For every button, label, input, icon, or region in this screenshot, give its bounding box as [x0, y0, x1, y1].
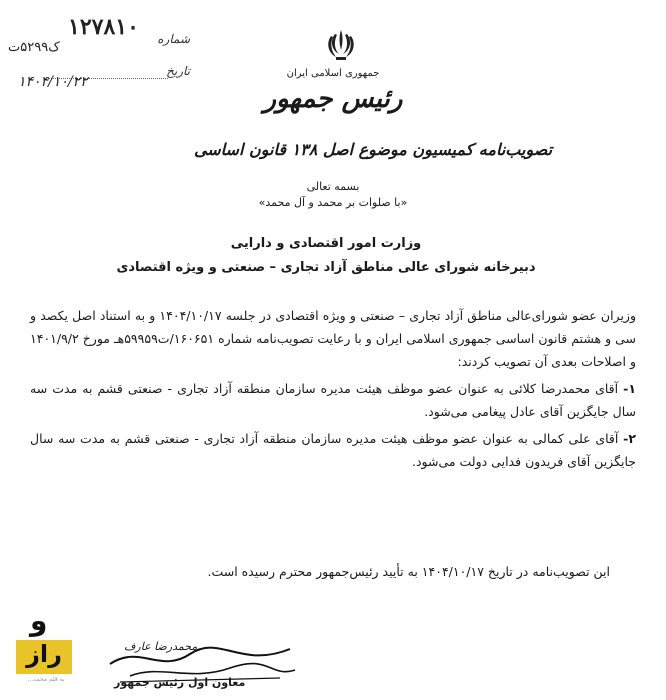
salawat: «با صلوات بر محمد و آل محمد»	[258, 196, 408, 209]
signatory-name: محمدرضا عارف	[124, 640, 198, 653]
president-heading: رئیس جمهور	[263, 84, 403, 114]
item-2	[30, 427, 636, 473]
letter-number: ۱۲۷۸۱۰	[68, 14, 139, 40]
addressee-secretariat: دبیرخانه شورای عالی مناطق آزاد تجاری – صنعتی و ویژه اقتصادی	[116, 260, 536, 275]
bismillah: بسمه تعالی	[306, 180, 360, 193]
reference-block	[8, 14, 208, 90]
signatory-title: معاون اول رئیس جمهور	[114, 676, 246, 689]
item-2-number: ۲-	[623, 431, 636, 446]
addressee-ministry: وزارت امور اقتصادی و دارایی	[230, 236, 422, 251]
logo-top-glyph: و	[30, 604, 48, 637]
item-1	[30, 377, 636, 423]
letter-reference: ک۵۲۹۹ت	[8, 40, 60, 55]
closing-statement: این تصویب‌نامه در تاریخ ۱۴۰۴/۱۰/۱۷ به تأیید رئیس‌جمهور محترم رسیده است.	[207, 564, 610, 579]
letter-date: ۱۴۰۴/۱۰/۲۲	[18, 74, 88, 90]
logo-caption: به قلم محمد...	[27, 676, 65, 683]
approval-heading: تصویب‌نامه کمیسیون موضوع اصل ۱۳۸ قانون اساسی	[193, 140, 553, 159]
item-1-text: آقای محمدرضا کلائی به عنوان عضو موظف هیئت مدیره سازمان منطقه آزاد تجاری - صنعتی قشم به مدت سه سال جایگزین آقای عادل پیغامی می‌شود.	[30, 381, 636, 419]
intro-paragraph: وزیران عضو شورای‌عالی مناطق آزاد تجاری – صنعتی و ویژه اقتصادی در جلسه ۱۴۰۴/۱۰/۱۷ و به استناد اصل یکصد و سی و هشتم قانون اساسی جمهوری اسلامی ایران و با رعایت تصویب‌نامه شماره ۱۶۰۶۵۱/ت۵۹۹۵۹هـ مورخ ۱۴۰۱/۹/۲ و اصلاحات بعدی آن تصویب کردند:	[30, 308, 636, 369]
logo-text: راز	[26, 640, 62, 668]
republic-name: جمهوری اسلامی ایران	[286, 68, 380, 79]
number-row	[8, 14, 208, 55]
iran-emblem-icon	[326, 28, 356, 62]
raz-logo	[16, 604, 72, 686]
item-2-text: آقای علی کمالی به عنوان عضو موظف هیئت مدیره سازمان منطقه آزاد تجاری - صنعتی قشم به مدت سه سال جایگزین آقای فریدون فدایی دولت می‌شود.	[30, 431, 636, 469]
resolution-body	[30, 304, 636, 477]
date-label: تاریخ	[166, 64, 190, 78]
item-1-number: ۱-	[623, 381, 636, 396]
number-label: شماره	[157, 32, 190, 46]
